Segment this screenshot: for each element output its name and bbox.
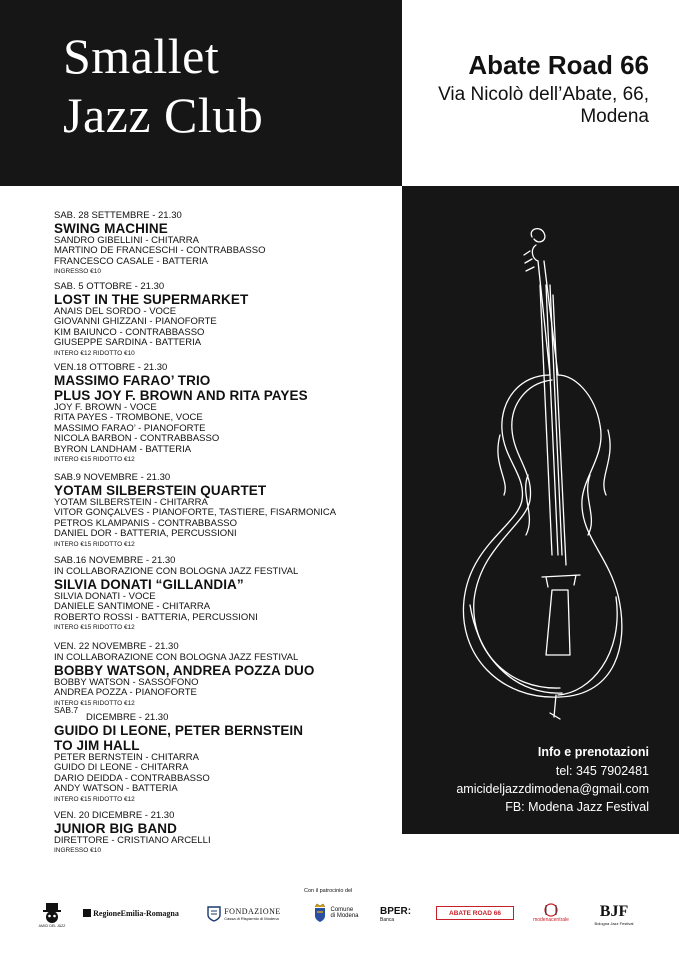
fondazione-label: FONDAZIONE	[224, 907, 281, 916]
event-title: JUNIOR BIG BAND	[54, 821, 178, 836]
event-date: SAB.9 NOVEMBRE - 21.30	[54, 472, 171, 483]
event-date: VEN. 20 DICEMBRE - 21.30	[54, 810, 175, 821]
event-1	[54, 210, 399, 276]
event-member: BYRON LANDHAM - BATTERIA	[54, 443, 192, 455]
venue-name: Abate Road 66	[468, 50, 649, 80]
bjf-sub-label: Bologna Jazz Festival	[594, 920, 634, 926]
event-member: DARIO DEIDDA - CONTRABBASSO	[54, 772, 210, 784]
event-member: DIRETTORE - CRISTIANO ARCELLI	[54, 835, 211, 846]
patronage-label: Con il patrocinio del	[304, 888, 353, 894]
modena-centrale-label: modenacentrale	[533, 917, 569, 923]
event-title: LOST IN THE SUPERMARKET	[54, 292, 249, 307]
event-member: PETER BERNSTEIN - CHITARRA	[54, 752, 199, 763]
bjf-label: BJF	[599, 902, 629, 920]
event-member: BOBBY WATSON - SASSOFONO	[54, 677, 199, 688]
event-date: VEN.18 OTTOBRE - 21.30	[54, 362, 168, 373]
comune-label-2: di Modena	[330, 913, 359, 919]
event-date-month: DICEMBRE - 21.30	[86, 712, 169, 723]
abate-road-label: ABATE ROAD 66	[449, 909, 501, 917]
event-4	[54, 472, 399, 549]
regione-label: RegioneEmilia-Romagna	[93, 908, 179, 918]
event-member: VITOR GONÇALVES - PIANOFORTE, TASTIERE, FISARMONICA	[54, 507, 337, 519]
comune-logo	[304, 898, 368, 928]
fondazione-text	[224, 907, 281, 921]
event-member: NICOLA BARBON - CONTRABBASSO	[54, 433, 220, 445]
event-price: INTERO €15 RIDOTTO €12	[54, 624, 135, 632]
event-title: BOBBY WATSON, ANDREA POZZA DUO	[54, 663, 315, 678]
bper-sub-label: Banca	[380, 916, 395, 923]
venue-address: Via Nicolò dell’Abate, 66,	[438, 84, 649, 105]
event-8	[54, 810, 399, 855]
event-price: INTERO €15 RIDOTTO €12	[54, 456, 135, 464]
event-member: DANIELE SANTIMONE - CHITARRA	[54, 601, 211, 613]
event-member: YOTAM SILBERSTEIN - CHITARRA	[54, 497, 208, 508]
event-title-line-2: TO JIM HALL	[54, 738, 140, 753]
event-title-line-2: PLUS JOY F. BROWN AND RITA PAYES	[54, 388, 308, 403]
event-member: KIM BAIUNCO - CONTRABBASSO	[54, 326, 205, 338]
event-5	[54, 555, 399, 632]
event-member: SILVIA DONATI - VOCE	[54, 591, 156, 602]
event-date: VEN. 22 NOVEMBRE - 21.30	[54, 641, 179, 652]
title-block	[0, 0, 402, 186]
event-member: FRANCESCO CASALE - BATTERIA	[54, 255, 208, 267]
event-member: ANAIS DEL SORDO - VOCE	[54, 306, 177, 317]
regione-mark-icon	[83, 909, 91, 917]
double-bass-illustration	[440, 225, 640, 725]
event-price: INTERO €12 RIDOTTO €10	[54, 349, 135, 357]
event-date: SAB. 5 OTTOBRE - 21.30	[54, 281, 165, 292]
event-title: GUIDO DI LEONE, PETER BERNSTEIN	[54, 723, 304, 738]
event-2	[54, 281, 399, 358]
comune-crest-icon	[313, 903, 327, 923]
info-title: Info e prenotazioni	[537, 745, 649, 759]
event-date-day: SAB.7	[54, 705, 79, 715]
info-phone: tel: 345 7902481	[555, 764, 649, 778]
event-member: GUIDO DI LEONE - CHITARRA	[54, 762, 189, 774]
event-member: RITA PAYES - TROMBONE, VOCE	[54, 412, 203, 424]
regione-logo	[80, 906, 182, 920]
comune-text	[330, 907, 358, 919]
event-member: JOY F. BROWN - VOCE	[54, 402, 157, 413]
event-title: MASSIMO FARAO’ TRIO	[54, 373, 211, 388]
info-email: amicideljazzdimodena@gmail.com	[456, 782, 649, 796]
event-date: SAB.16 NOVEMBRE - 21.30	[54, 555, 176, 566]
event-date: SAB. 28 SETTEMBRE - 21.30	[54, 210, 182, 221]
crest-icon	[207, 906, 221, 922]
title-line-2: Jazz Club	[63, 87, 264, 143]
plate-icon	[543, 903, 559, 917]
event-member: MASSIMO FARAO’ - PIANOFORTE	[54, 422, 206, 434]
event-title: SILVIA DONATI “GILLANDIA”	[54, 577, 244, 592]
event-member: GIOVANNI GHIZZANI - PIANOFORTE	[54, 316, 217, 328]
comune-label-1: Comune	[330, 907, 354, 913]
event-price: INTERO €15 RIDOTTO €12	[54, 699, 135, 707]
bper-label: BPER:	[380, 905, 412, 917]
event-7	[54, 705, 399, 804]
event-note: IN COLLABORAZIONE CON BOLOGNA JAZZ FESTIVAL	[54, 566, 299, 577]
event-member: SANDRO GIBELLINI - CHITARRA	[54, 235, 199, 246]
event-3	[54, 362, 399, 464]
venue-city: Modena	[580, 106, 649, 127]
event-member: DANIEL DOR - BATTERIA, PERCUSSIONI	[54, 528, 237, 540]
event-member: ANDREA POZZA - PIANOFORTE	[54, 687, 197, 699]
title-line-1: Smallet	[63, 28, 220, 84]
bper-logo	[380, 902, 420, 926]
event-member: PETROS KLAMPANIS - CONTRABBASSO	[54, 517, 238, 529]
event-note: IN COLLABORAZIONE CON BOLOGNA JAZZ FESTIVAL	[54, 652, 299, 663]
event-member: ANDY WATSON - BATTERIA	[54, 783, 178, 795]
info-facebook: FB: Modena Jazz Festival	[505, 800, 649, 814]
amici-del-jazz-logo	[36, 898, 68, 932]
hat-face-icon	[41, 902, 63, 924]
amici-label: AMICI DEL JAZZ	[38, 924, 66, 928]
event-member: MARTINO DE FRANCESCHI - CONTRABBASSO	[54, 245, 266, 257]
event-6	[54, 641, 399, 708]
modena-centrale-logo	[528, 898, 574, 928]
abate-road-logo	[436, 906, 514, 920]
event-title: YOTAM SILBERSTEIN QUARTET	[54, 483, 267, 498]
fondazione-sub-label: Cassa di Risparmio di Modena	[224, 916, 279, 921]
event-member: ROBERTO ROSSI - BATTERIA, PERCUSSIONI	[54, 611, 258, 623]
event-member: GIUSEPPE SARDINA - BATTERIA	[54, 337, 202, 349]
event-price: INGRESSO €10	[54, 847, 101, 855]
event-price: INTERO €15 RIDOTTO €12	[54, 795, 135, 803]
fondazione-logo	[196, 902, 292, 926]
event-date	[54, 705, 399, 721]
event-title: SWING MACHINE	[54, 221, 168, 236]
bjf-logo	[586, 898, 642, 930]
event-price: INTERO €15 RIDOTTO €12	[54, 540, 135, 548]
event-price: INGRESSO €10	[54, 268, 101, 276]
